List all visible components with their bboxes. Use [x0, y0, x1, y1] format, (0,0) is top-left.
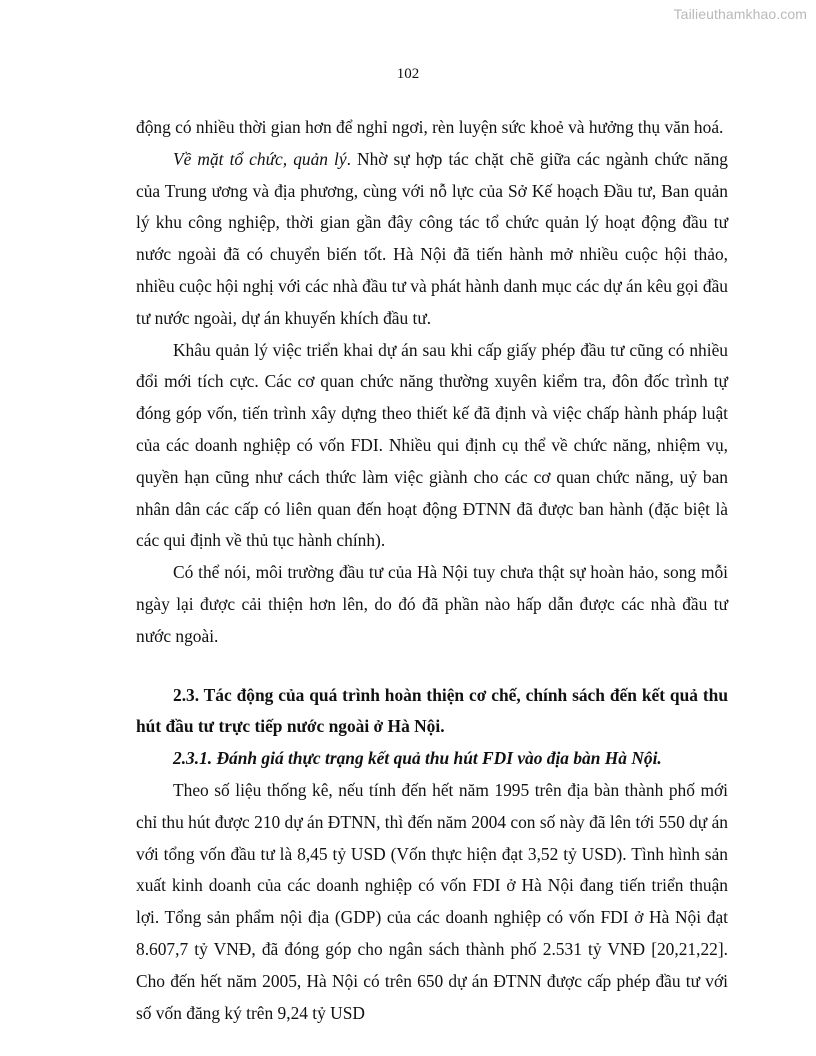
subsection-heading: 2.3.1. Đánh giá thực trạng kết quả thu hút FDI vào địa bàn Hà Nội. — [173, 748, 662, 769]
paragraph-lead-italic: Về mặt tổ chức, quản lý — [173, 148, 347, 169]
section-heading: 2.3. Tác động của quá trình hoàn thiện cơ chế, chính sách đến kết quả thu hút đầu tư trực tiếp nước ngoài ở Hà Nội. — [136, 684, 728, 737]
paragraph-text: . Nhờ sự hợp tác chặt chẽ giữa các ngành chức năng của Trung ương và địa phương, cùng với nỗ lực của Sở Kế hoạch Đầu tư, Ban quản lý khu công nghiệp, thời gian gần đây công tác tổ chức quản lý hoạt động đầu tư nước ngoài đã có chuyển biến tốt. Hà Nội đã tiến hành mở nhiều cuộc hội thảo, nhiều cuộc hội nghị với các nhà đầu tư và phát hành danh mục các dự án kêu gọi đầu tư nước ngoài, dự án khuyến khích đầu tư. — [136, 148, 728, 328]
document-body — [136, 112, 728, 1029]
paragraph-project-management: Khâu quản lý việc triển khai dự án sau khi cấp giấy phép đầu tư cũng có nhiều đổi mới tích cực. Các cơ quan chức năng thường xuyên kiểm tra, đôn đốc trình tự đóng góp vốn, tiến trình xây dựng theo thiết kế đã định và việc chấp hành pháp luật của các doanh nghiệp có vốn FDI. Nhiều qui định cụ thể về chức năng, nhiệm vụ, quyền hạn cũng như cách thức làm việc giành cho các cơ quan chức năng, uỷ ban nhân dân các cấp có liên quan đến hoạt động ĐTNN đã được ban hành (đặc biệt là các qui định về thủ tục hành chính). — [136, 339, 728, 551]
paragraph-continuation: động có nhiều thời gian hơn để nghỉ ngơi, rèn luyện sức khoẻ và hưởng thụ văn hoá. — [136, 117, 724, 137]
watermark: Tailieuthamkhao.com — [673, 6, 807, 22]
paragraph-statistics: Theo số liệu thống kê, nếu tính đến hết năm 1995 trên địa bàn thành phố mới chỉ thu hút được 210 dự án ĐTNN, thì đến năm 2004 con số này đã lên tới 550 dự án với tổng vốn đầu tư là 8,45 tỷ USD (Vốn thực hiện đạt 3,52 tỷ USD). Tình hình sản xuất kinh doanh của các doanh nghiệp có vốn FDI ở Hà Nội đang tiến triển thuận lợi. Tổng sản phẩm nội địa (GDP) của các doanh nghiệp có vốn FDI ở Hà Nội đạt 8.607,7 tỷ VNĐ, đã đóng góp cho ngân sách thành phố 2.531 tỷ VNĐ [20,21,22]. Cho đến hết năm 2005, Hà Nội có trên 650 dự án ĐTNN được cấp phép đầu tư với số vốn đăng ký trên 9,24 tỷ USD — [136, 779, 728, 1023]
paragraph-investment-environment: Có thể nói, môi trường đầu tư của Hà Nội tuy chưa thật sự hoàn hảo, song mỗi ngày lại được cải thiện hơn lên, do đó đã phần nào hấp dẫn được các nhà đầu tư nước ngoài. — [136, 562, 728, 646]
paragraph-organization-management — [136, 144, 728, 335]
page-number: 102 — [396, 66, 420, 82]
